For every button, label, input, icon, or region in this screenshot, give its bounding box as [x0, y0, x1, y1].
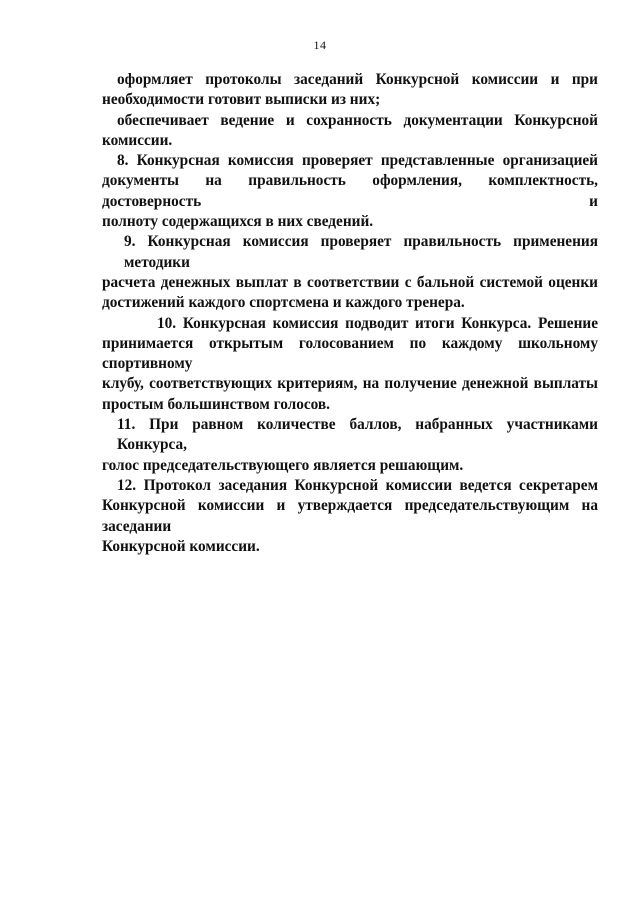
paragraph-line: простым большинством голосов.: [102, 395, 331, 413]
paragraph-line: 10. Конкурсная комиссия подводит итоги Конкурса. Решение: [157, 314, 598, 332]
page-number: 14: [313, 38, 327, 52]
paragraph-line: Конкурсной комиссии.: [102, 537, 260, 555]
paragraph-12: [102, 476, 598, 557]
paragraph-line: 11. При равном количестве баллов, набранных участниками Конкурса,: [117, 416, 598, 454]
paragraph-line: необходимости готовит выписки из них;: [102, 91, 381, 109]
paragraph-line: клубу, соответствующих критериям, на получение денежной выплаты: [102, 375, 598, 393]
paragraph-11: [102, 415, 598, 476]
paragraph-line: полноту содержащихся в них сведений.: [102, 213, 374, 231]
document-body: [102, 70, 598, 557]
paragraph-line: принимается открытым голосованием по каждому школьному спортивному: [102, 334, 598, 373]
paragraph-minutes: [102, 70, 598, 111]
paragraph-line: расчета денежных выплат в соответствии с бальной системой оценки: [102, 273, 598, 291]
paragraph-8: [102, 151, 598, 232]
paragraph-line: 12. Протокол заседания Конкурсной комиссии ведется секретарем: [117, 476, 598, 494]
paragraph-line: 8. Конкурсная комиссия проверяет представленные организацией: [117, 152, 598, 170]
paragraph-line: 9. Конкурсная комиссия проверяет правильность применения методики: [124, 233, 598, 271]
paragraph-line: комиссии.: [102, 131, 173, 149]
paragraph-line: документы на правильность оформления, комплектность, достоверность и: [102, 172, 598, 210]
paragraph-line: оформляет протоколы заседаний Конкурсной комиссии и при: [117, 71, 598, 88]
paragraph-9: [102, 232, 598, 313]
paragraph-line: достижений каждого спортсмена и каждого тренера.: [102, 294, 465, 312]
paragraph-line: Конкурсной комиссии и утверждается председательствующим на заседании: [102, 497, 598, 535]
paragraph-line: голос председательствующего является решающим.: [102, 456, 464, 474]
paragraph-line: обеспечивает ведение и сохранность документации Конкурсной: [117, 111, 598, 129]
paragraph-documentation: [102, 111, 598, 152]
paragraph-10: [102, 314, 598, 415]
